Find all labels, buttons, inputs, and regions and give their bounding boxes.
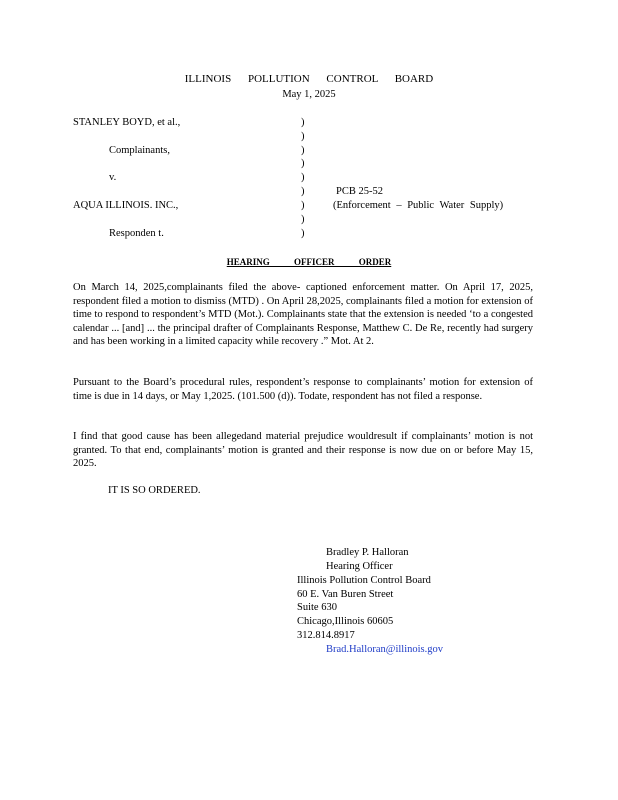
case-type: (Enforcement – Public Water Supply) [333, 200, 504, 211]
paragraph-3: I find that good cause has been allegedand material prejudice wouldresult if complainants’ motion is not granted. To that end, complainants’ motion is granted and their response is now due on or before May 15, 2025. [73, 431, 533, 469]
board-name: ILLINOIS POLLUTION CONTROL BOARD [184, 73, 434, 85]
paragraph-1: On March 14, 2025,complainants filed the above- captioned enforcement matter. On April 17, 2025, respondent filed a motion to dismiss (MTD) . On April 28,2025, complainants filed a motion for extension of time to respond to respondent’s MTD (Mot.). Complainants state that the extension is needed ‘to a congested calendar ... [and] ... the principal drafter of Complainants Response, Matthew C. De Re, recently had surgery and has been working in a limited capacity while recovery .” Mot. At 2. [73, 282, 533, 347]
order-title: HEARING OFFICER ORDER [226, 257, 392, 267]
case-number: PCB 25-52 [336, 186, 383, 197]
email-link[interactable]: Brad.Halloran@illinois.gov [326, 644, 443, 655]
phone-number: 312.814.8917 [297, 630, 355, 641]
caption-paren: ) [301, 200, 305, 211]
plaintiff-name: STANLEY BOYD, et al., [73, 117, 181, 128]
order-date: May 1, 2025 [282, 89, 336, 100]
versus-label: v. [109, 172, 117, 183]
caption-paren: ) [301, 158, 305, 169]
caption-paren: ) [301, 172, 305, 183]
caption-paren: ) [301, 145, 305, 156]
address-street: 60 E. Van Buren Street [297, 589, 394, 600]
defendant-name: AQUA ILLINOIS. INC., [73, 200, 179, 211]
caption-paren: ) [301, 186, 305, 197]
caption-paren: ) [301, 214, 305, 225]
address-city: Chicago,Illinois 60605 [297, 616, 394, 627]
plaintiff-role: Complainants, [109, 145, 170, 156]
caption-paren: ) [301, 131, 305, 142]
signer-title: Hearing Officer [326, 561, 393, 572]
caption-paren: ) [301, 228, 305, 239]
caption-paren: ) [301, 117, 305, 128]
closing-line: IT IS SO ORDERED. [108, 485, 201, 496]
signer-org: Illinois Pollution Control Board [297, 575, 431, 586]
signer-name: Bradley P. Halloran [326, 547, 409, 558]
address-suite: Suite 630 [297, 602, 337, 613]
defendant-role: Responden t. [109, 228, 164, 239]
paragraph-2: Pursuant to the Board’s procedural rules, respondent’s response to complainants’ motion for extension of time is due in 14 days, or May 1,2025. (101.500 (d)). Todate, respondent has not filed a response. [73, 377, 533, 402]
